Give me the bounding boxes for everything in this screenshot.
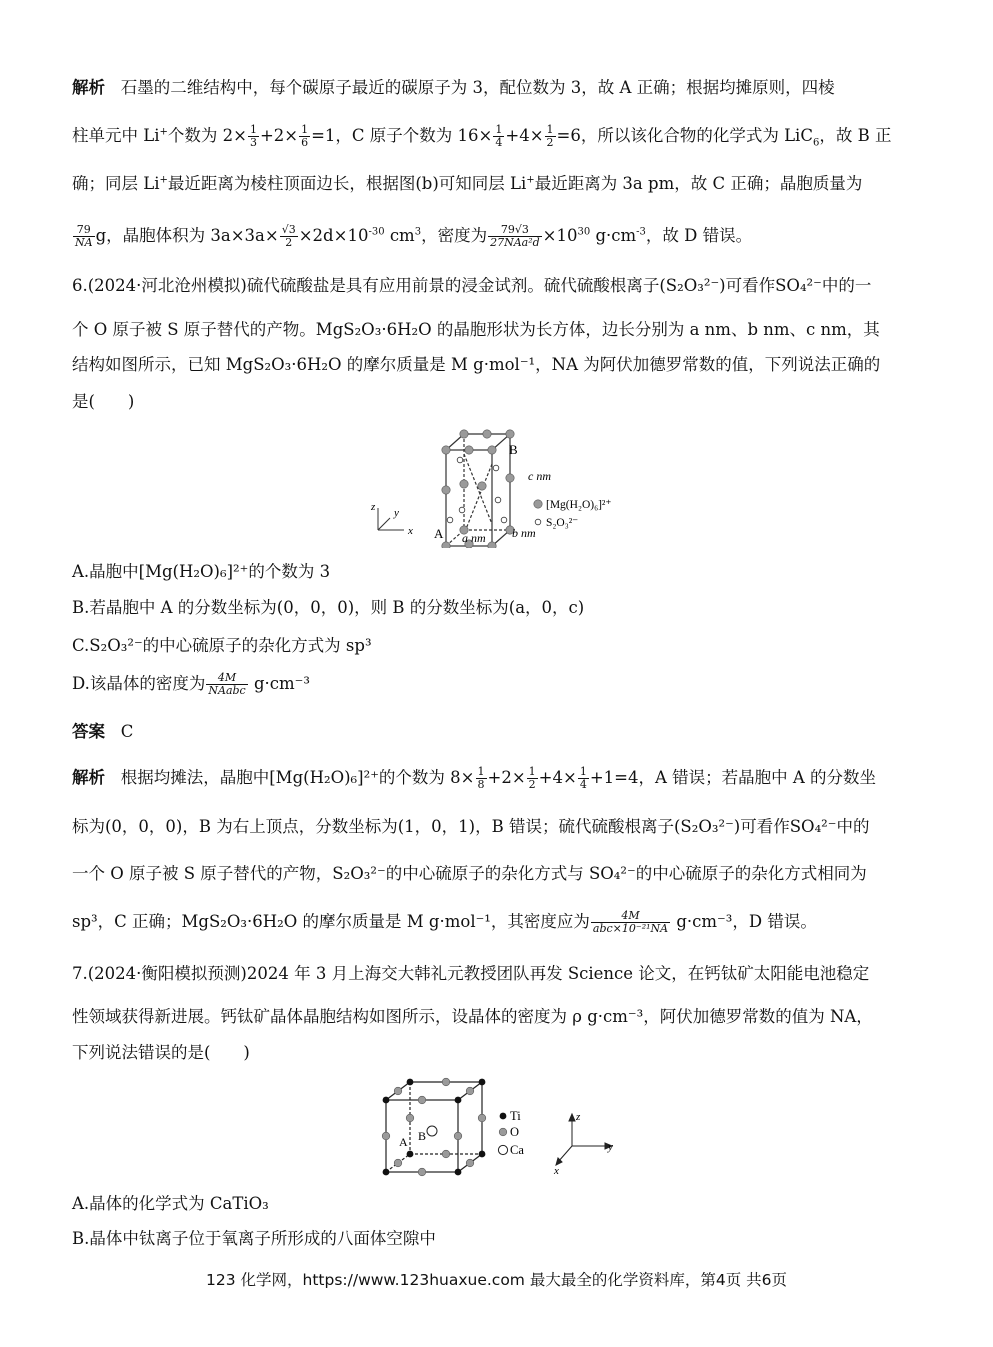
- fraction-den: 2: [285, 236, 293, 249]
- q6-stem-line1: 6.(2024·河北沧州模拟)硫代硫酸盐是具有应用前景的浸金试剂。硫代硫酸根离子(S₂O₃²⁻)可看作SO₄²⁻中的一: [72, 276, 872, 295]
- text-seg: ，故 B 正: [819, 126, 892, 145]
- legend-mg-icon: [534, 500, 542, 508]
- legend-ti-icon: [500, 1113, 507, 1120]
- text-seg: 根据均摊法，晶胞中[Mg(H₂O)₆]²⁺的个数为 8×: [120, 768, 475, 787]
- text-seg: ×2d×10: [298, 226, 369, 245]
- fraction-1-4: [578, 766, 589, 791]
- text-seg: ，故 D 错误。: [645, 226, 753, 245]
- fraction-density-analysis: [591, 910, 670, 935]
- analysis-label: 解析: [72, 768, 105, 787]
- q6-option-a: A.晶胞中[Mg(H₂O)₆]²⁺的个数为 3: [72, 562, 331, 581]
- q6-analysis-line1: [72, 766, 876, 791]
- fraction-num: 1: [477, 765, 485, 778]
- text-seg: ×10: [542, 226, 578, 245]
- text-seg: 确；同层 Li: [72, 174, 160, 193]
- fraction-num: 4M: [206, 672, 247, 685]
- fraction-num: 1: [301, 123, 309, 136]
- fraction-den: 6: [301, 136, 309, 149]
- legend-ca-label: Ca: [510, 1143, 524, 1157]
- q6-analysis-line2: 标为(0，0，0)，B 为右上顶点，分数坐标为(1，0，1)，B 错误；硫代硫酸根离子(S₂O₃²⁻)可看作SO₄²⁻中的: [72, 817, 870, 836]
- q6-analysis-line4: [72, 910, 817, 935]
- text-seg: 最近距离为 3a pm，故 C 正确；晶胞质量为: [534, 174, 863, 193]
- q7-stem-line3: 下列说法错误的是( ): [72, 1043, 250, 1062]
- label-b-edge: b nm: [512, 526, 536, 540]
- text-seg: 个数为 2×: [167, 126, 247, 145]
- fraction-num: 1: [546, 123, 554, 136]
- axis-z-label: z: [371, 501, 376, 513]
- legend-ti-label: Ti: [510, 1109, 521, 1123]
- fraction-den: 2: [546, 136, 554, 149]
- axis-y-label: y: [394, 507, 399, 519]
- mgs2o3-unit-cell-diagram: [364, 424, 644, 548]
- fraction-density-d: [206, 672, 247, 697]
- text-seg: g·cm⁻³: [253, 674, 311, 693]
- q7-option-b: B.晶体中钛离子位于氧离子所形成的八面体空隙中: [72, 1229, 436, 1248]
- text-seg: +1=4，A 错误；若晶胞中 A 的分数坐: [589, 768, 877, 787]
- axis-x-label: x: [554, 1165, 559, 1177]
- fraction-num: 79: [73, 224, 95, 237]
- axis-y-label: y: [608, 1141, 613, 1153]
- fraction-1-4: [493, 124, 504, 149]
- exponent: -30: [368, 226, 385, 238]
- fraction-1-2: [527, 766, 538, 791]
- legend-o-label: O: [510, 1125, 520, 1139]
- fraction-1-8: [476, 766, 487, 791]
- q6-stem-line2: 个 O 原子被 S 原子替代的产物。MgS₂O₃·6H₂O 的晶胞形状为长方体，边长分别为 a nm、b nm、c nm，其: [72, 320, 880, 339]
- fraction-den: 3: [249, 136, 257, 149]
- fraction-num: √3: [281, 223, 296, 236]
- q6-option-b: B.若晶胞中 A 的分数坐标为(0，0，0)，则 B 的分数坐标为(a，0，c): [72, 598, 585, 617]
- text-seg: g，晶胞体积为 3a×3a×: [95, 226, 279, 245]
- q7-stem-line1: 7.(2024·衡阳模拟预测)2024 年 3 月上海交大韩礼元教授团队再发 Science 论文，在钙钛矿太阳能电池稳定: [72, 964, 870, 983]
- q6-answer: [72, 720, 133, 744]
- q6-analysis-line3: 一个 O 原子被 S 原子替代的产物，S₂O₃²⁻的中心硫原子的杂化方式与 SO₄²⁻的中心硫原子的杂化方式相同为: [72, 864, 867, 883]
- cell-edges: [446, 434, 510, 546]
- text-seg: +4×: [505, 126, 544, 145]
- text-seg: sp³，C 正确；MgS₂O₃·6H₂O 的摩尔质量是 M g·mol⁻¹，其密度应为: [72, 912, 590, 931]
- s2o3-ions: [447, 457, 507, 523]
- fraction-den: abc×10⁻²¹NA: [592, 922, 669, 935]
- fraction-num: 1: [495, 123, 503, 136]
- answer-value: C: [120, 722, 134, 741]
- fraction-den: 4: [495, 136, 503, 149]
- label-a-edge: a nm: [462, 531, 486, 545]
- fraction-density: [488, 224, 542, 249]
- label-b-point: B: [509, 442, 518, 457]
- fraction-num: 4M: [591, 910, 670, 923]
- fraction-num: 1: [579, 765, 587, 778]
- fraction-num: 1: [249, 123, 257, 136]
- charge-plus: +: [526, 174, 535, 186]
- fraction-num: 1: [528, 765, 536, 778]
- fraction-den: 4: [579, 778, 587, 791]
- charge-plus: +: [159, 174, 168, 186]
- q6-stem-line3: 结构如图所示，已知 MgS₂O₃·6H₂O 的摩尔质量是 M g·mol⁻¹，NA 为阿伏加德罗常数的值，下列说法正确的: [72, 355, 881, 374]
- text-seg: +4×: [538, 768, 577, 787]
- q7-option-a: A.晶体的化学式为 CaTiO₃: [72, 1194, 269, 1213]
- label-a-point: A: [434, 526, 444, 541]
- q5-analysis-line3: [72, 172, 862, 196]
- legend-mg-label: [Mg(H₂O)₆]²⁺: [546, 499, 612, 511]
- fraction-den: NAabc: [208, 684, 246, 697]
- axes-icon: [378, 508, 404, 530]
- charge-plus: +: [159, 126, 168, 138]
- text-seg: 最近距离为棱柱顶面边长，根据图(b)可知同层 Li: [167, 174, 527, 193]
- fraction-sqrt3-2: [280, 224, 298, 249]
- legend-s2o3-icon: [535, 519, 541, 525]
- text-seg: 柱单元中 Li: [72, 126, 160, 145]
- answer-label: 答案: [72, 722, 105, 741]
- text-seg: g·cm: [595, 226, 637, 245]
- q6-stem-line4: 是( ): [72, 392, 135, 411]
- subscript: 6: [812, 137, 820, 149]
- text-seg: +2×: [259, 126, 299, 145]
- ca-ion: [427, 1126, 437, 1136]
- q5-analysis-line4: [72, 224, 752, 249]
- text-seg: +2×: [487, 768, 526, 787]
- q5-analysis-line1: [72, 76, 835, 100]
- q5-analysis-text: 石墨的二维结构中，每个碳原子最近的碳原子为 3，配位数为 3，故 A 正确；根据均摊原则，四棱: [120, 78, 835, 97]
- legend-s2o3-label: S₂O₃²⁻: [546, 517, 579, 529]
- legend-o-icon: [499, 1128, 507, 1136]
- text-seg: =6，所以该化合物的化学式为 LiC: [556, 126, 813, 145]
- legend-ca-icon: [498, 1145, 507, 1154]
- exponent: 3: [414, 226, 422, 238]
- fraction-1-3: [248, 124, 259, 149]
- text-seg: D.该晶体的密度为: [72, 674, 206, 693]
- fraction-1-2: [545, 124, 556, 149]
- label-b-point: B: [418, 1129, 427, 1143]
- text-seg: =1，C 原子个数为 16×: [311, 126, 493, 145]
- fraction-den: NA: [75, 236, 93, 249]
- q6-option-d: [72, 672, 310, 697]
- text-seg: cm: [389, 226, 415, 245]
- fraction-den: 27NAa²d: [490, 236, 540, 249]
- exponent: 30: [577, 226, 591, 238]
- text-seg: g·cm⁻³，D 错误。: [676, 912, 817, 931]
- axis-x-label: x: [408, 525, 413, 537]
- analysis-label: 解析: [72, 78, 105, 97]
- q6-option-c: C.S₂O₃²⁻的中心硫原子的杂化方式为 sp³: [72, 636, 372, 655]
- fraction-num: 79√3: [488, 224, 542, 237]
- label-c-edge: c nm: [528, 469, 551, 483]
- exponent: -3: [636, 226, 646, 238]
- page-footer: 123 化学网，https://www.123huaxue.com 最大最全的化学资料库，第4页 共6页: [206, 1271, 787, 1289]
- fraction-den: 2: [528, 778, 536, 791]
- axis-z-label: z: [576, 1111, 581, 1123]
- fraction-79-NA: [73, 224, 95, 249]
- fraction-1-6: [299, 124, 310, 149]
- axes-icon: [556, 1114, 612, 1165]
- q5-analysis-line2: [72, 124, 891, 149]
- perovskite-unit-cell-diagram: [376, 1074, 626, 1178]
- q7-stem-line2: 性领域获得新进展。钙钛矿晶体晶胞结构如图所示，设晶体的密度为 ρ g·cm⁻³，阿伏加德罗常数的值为 NA，: [72, 1007, 873, 1026]
- label-a-point: A: [399, 1135, 408, 1149]
- text-seg: ，密度为: [421, 226, 488, 245]
- fraction-den: 8: [477, 778, 485, 791]
